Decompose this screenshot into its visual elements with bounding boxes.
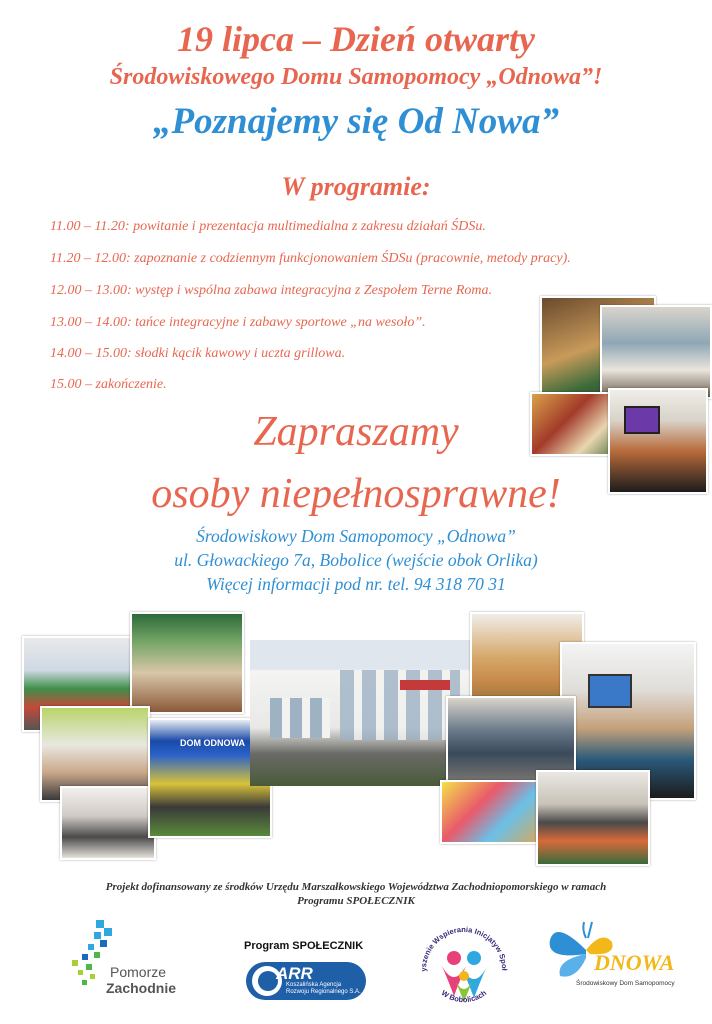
- photo-garden-stall: [130, 612, 244, 714]
- association-ring-text: yszenie Wspierania Inicjatyw Społ: [418, 924, 510, 972]
- address-phone: Więcej informacji pod nr. tel. 94 318 70 31: [206, 574, 506, 594]
- tent-sign: DOM ODNOWA: [180, 738, 245, 748]
- slogan: „Poznajemy się Od Nowa”: [153, 101, 559, 142]
- invitation-line2: osoby niepełnosprawne!: [151, 471, 561, 517]
- schedule-item: 11.00 – 11.20: powitanie i prezentacja multimedialna z zakresu działań ŚDSu.: [50, 219, 486, 234]
- arr-sub1: Koszalińska Agencja: [286, 982, 342, 988]
- logo-arr: [246, 962, 366, 1000]
- photo-group-seated: [60, 786, 156, 860]
- schedule-item: 15.00 – zakończenie.: [50, 377, 167, 392]
- association-emblem-icon: [414, 918, 514, 1018]
- address-name: Środowiskowy Dom Samopomocy „Odnowa”: [196, 526, 516, 546]
- schedule-item: 13.00 – 14.00: tańce integracyjne i zabawy sportowe „na wesoło”.: [50, 315, 426, 330]
- photo-building: [250, 640, 472, 786]
- address-street: ul. Głowackiego 7a, Bobolice (wejście obok Orlika): [174, 550, 538, 570]
- arr-sub2: Rozwoju Regionalnego S.A.: [286, 989, 361, 995]
- logo-association: [414, 918, 514, 1018]
- logo-pomorze-zachodnie: [68, 918, 188, 1002]
- schedule-item: 11.20 – 12.00: zapoznanie z codziennym funkcjonowaniem ŚDSu (pracownie, metody pracy).: [50, 251, 571, 266]
- title-institution: Środowiskowego Domu Samopomocy „Odnowa”!: [109, 64, 603, 90]
- program-heading: W programie:: [281, 172, 431, 201]
- photo-table-group: [536, 770, 650, 866]
- funding-note: [0, 880, 712, 908]
- svg-text:Stowarzyszenie Wspierania Inic: [414, 918, 509, 972]
- funding-note-line1: Projekt dofinansowany ze środków Urzędu Marszałkowskiego Województwa Zachodniopomorskiego w ramach: [105, 881, 607, 893]
- pomorze-text-2: Zachodnie: [106, 980, 177, 996]
- invitation-line1: Zapraszamy: [253, 409, 459, 455]
- schedule-item: 14.00 – 15.00: słodki kącik kawowy i uczta grillowa.: [50, 346, 346, 361]
- pomorze-text-1: Pomorze: [110, 964, 167, 980]
- odnowa-sub: Środowiskowy Dom Samopomocy: [576, 980, 675, 987]
- odnowa-name: DNOWA: [594, 950, 675, 975]
- program-spolecznik-label: Program SPOŁECZNIK: [244, 940, 364, 952]
- schedule-item: 12.00 – 13.00: występ i wspólna zabawa integracyjna z Zespołem Terne Roma.: [50, 283, 493, 298]
- arr-abbr: ARR: [276, 964, 313, 983]
- association-city-text: W Bobolicach: [439, 988, 489, 1005]
- logo-odnowa: [546, 920, 696, 1000]
- title-date: 19 lipca – Dzień otwarty: [177, 19, 535, 59]
- photo-workshop: [600, 305, 712, 399]
- funding-note-line2: Programu SPOŁECZNIK: [297, 895, 415, 907]
